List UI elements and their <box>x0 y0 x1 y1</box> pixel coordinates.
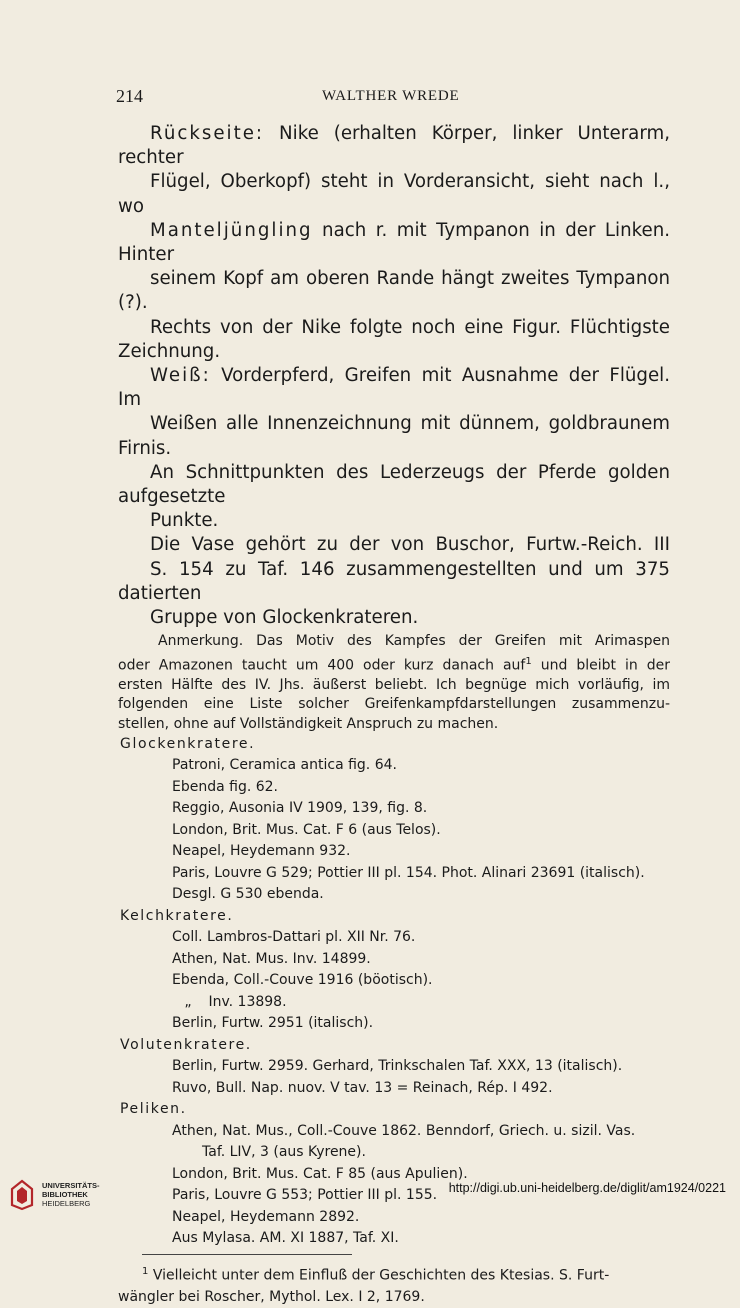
list-peliken <box>118 1099 670 1250</box>
text-line: $^1$ Vielleicht unter dem Einfluß der Geschichten des Ktesias. S. Furt- <box>142 1265 610 1284</box>
list-item: Ebenda fig. 62. <box>172 778 279 795</box>
list-item: Athen, Nat. Mus., Coll.-Couve 1862. Benndorf, Griech. u. sizil. Vas. <box>172 1122 636 1139</box>
text-line: An Schnittpunkten des Lederzeugs der Pferde golden aufgesetzte <box>118 461 670 508</box>
text-line: S. 154 zu Taf. 146 zusammengestellten und um 375 datierten <box>118 558 670 604</box>
group-heading: Glockenkratere. <box>120 735 256 752</box>
running-title: WALTHER WREDE <box>322 88 460 104</box>
text-line: Weißen alle Innenzeichnung mit dünnem, goldbraunem Firnis. <box>118 413 670 459</box>
text-line: oder Amazonen taucht um 400 oder kurz danach auf$^1$ und bleibt in der <box>118 655 671 674</box>
text-line: Flügel, Oberkopf) steht in Vorderansicht, sieht nach l., wo <box>118 171 670 217</box>
list-item: „ Inv. 13898. <box>172 992 670 1014</box>
list-volutenkratere <box>118 1035 670 1100</box>
note-paragraph <box>118 632 670 734</box>
list-item: Ruvo, Bull. Nap. nuov. V tav. 13 = Reinach, Rép. I 492. <box>172 1079 553 1096</box>
footnote <box>118 1261 670 1308</box>
list-item: Athen, Nat. Mus. Inv. 14899. <box>172 950 371 967</box>
text-line: Anmerkung. Das Motiv des Kampfes der Greifen mit Arimaspen <box>158 633 670 650</box>
text-line: stellen, ohne auf Vollständigkeit Anspruch zu machen. <box>118 715 499 732</box>
list-kelchkratere <box>118 906 670 1035</box>
list-item: London, Brit. Mus. Cat. F 6 (aus Telos). <box>172 821 441 838</box>
footnote-rule <box>142 1254 352 1255</box>
text-line: ersten Hälfte des IV. Jhs. äußerst beliebt. Ich begnüge mich vorläufig, im <box>118 676 670 693</box>
list-item: London, Brit. Mus. Cat. F 85 (aus Apulien). <box>172 1165 468 1182</box>
text-line: Gruppe von Glockenkrateren. <box>150 607 419 629</box>
paragraph-reverse-side <box>118 122 670 364</box>
list-item: Reggio, Ausonia IV 1909, 139, fig. 8. <box>172 800 428 817</box>
list-item: Neapel, Heydemann 932. <box>172 843 351 860</box>
text-line: Weiß: Vorderpferd, Greifen mit Ausnahme der Flügel. Im <box>118 365 670 411</box>
group-heading: Volutenkratere. <box>120 1036 252 1053</box>
list-item: Taf. LIV, 3 (aus Kyrene). <box>202 1144 366 1161</box>
list-item: Paris, Louvre G 553; Pottier III pl. 155. <box>172 1187 438 1204</box>
list-item: Berlin, Furtw. 2951 (italisch). <box>172 1015 374 1032</box>
footnote-ref: 1 <box>525 655 532 667</box>
list-glockenkratere <box>118 734 670 906</box>
paragraph-white <box>118 364 670 533</box>
list-item: Paris, Louvre G 529; Pottier III pl. 154. Phot. Alinari 23691 (italisch). <box>172 864 645 881</box>
list-item: Aus Mylasa. AM. XI 1887, Taf. XI. <box>172 1230 399 1247</box>
page-number: 214 <box>116 86 143 106</box>
text-line: Rechts von der Nike folgte noch eine Figur. Flüchtigste Zeichnung. <box>118 316 670 362</box>
text-line: Punkte. <box>150 510 219 532</box>
library-name: UNIVERSITÄTS- BIBLIOTHEK HEIDELBERG <box>42 1181 100 1208</box>
ditto-mark: „ <box>184 993 192 1010</box>
list-item: Ebenda, Coll.-Couve 1916 (böotisch). <box>172 972 433 989</box>
group-heading: Peliken. <box>120 1101 187 1118</box>
list-item: Coll. Lambros-Dattari pl. XII Nr. 76. <box>172 929 416 946</box>
list-item: Berlin, Furtw. 2959. Gerhard, Trinkschalen Taf. XXX, 13 (italisch). <box>172 1058 623 1075</box>
text-line: seinem Kopf am oberen Rande hängt zweites Tympanon (?). <box>118 268 670 314</box>
group-heading: Kelchkratere. <box>120 907 234 924</box>
text-line: Manteljüngling nach r. mit Tympanon in der Linken. Hinter <box>118 219 670 266</box>
library-logo-icon <box>8 1179 36 1211</box>
paragraph-vase-group <box>118 533 670 630</box>
text-line: Die Vase gehört zu der von Buschor, Furtw.-Reich. III <box>150 534 670 556</box>
text-line: folgenden eine Liste solcher Greifenkampfdarstellungen zusammenzu- <box>118 696 670 713</box>
permalink-url[interactable]: http://digi.ub.uni-heidelberg.de/diglit/am1924/0221 <box>448 1181 726 1195</box>
list-item: Neapel, Heydemann 2892. <box>172 1208 360 1225</box>
text-line: Rückseite: Nike (erhalten Körper, linker Unterarm, rechter <box>118 123 670 169</box>
page-body <box>118 122 670 1308</box>
text-line: wängler bei Roscher, Mythol. Lex. I 2, 1769. <box>118 1288 425 1305</box>
list-item: Desgl. G 530 ebenda. <box>172 886 324 903</box>
list-item: Patroni, Ceramica antica fig. 64. <box>172 757 397 774</box>
